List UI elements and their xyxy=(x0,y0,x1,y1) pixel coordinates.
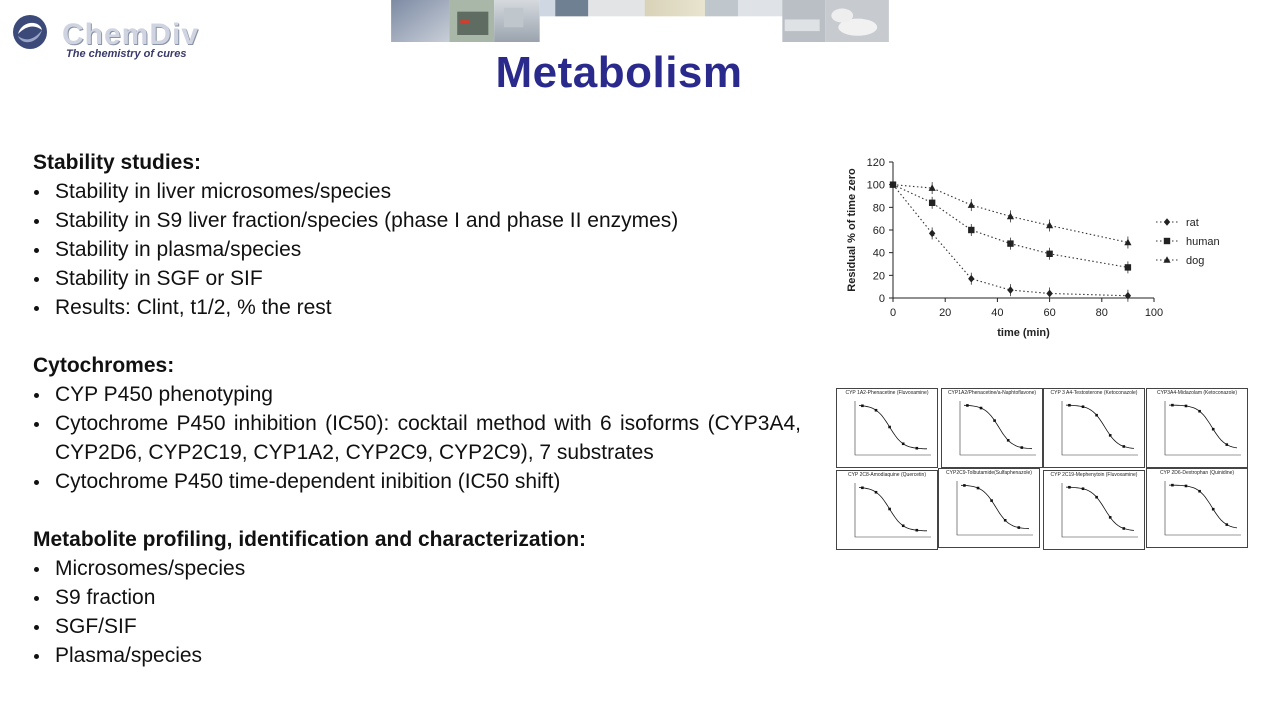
sample-point xyxy=(861,486,864,489)
ic50-thumb xyxy=(1043,388,1145,468)
sample-point xyxy=(902,524,905,527)
sample-point xyxy=(861,404,864,407)
list-item: Plasma/species xyxy=(33,641,801,670)
sample-point xyxy=(963,484,966,487)
logo-swirl-icon xyxy=(10,12,54,56)
axes xyxy=(855,401,931,455)
data-point-rat xyxy=(1046,290,1052,298)
sample-point xyxy=(990,499,993,502)
sample-point xyxy=(966,404,969,407)
y-tick-label: 60 xyxy=(872,225,885,237)
y-tick-label: 20 xyxy=(872,270,885,283)
series-line-human xyxy=(893,185,1128,268)
list-item: Microsomes/species xyxy=(33,554,801,583)
thumb-title: CYP1A2/Phenacetine/a-Naphtoflavone) xyxy=(947,390,1037,396)
y-tick-label: 80 xyxy=(872,202,885,215)
sample-point xyxy=(916,447,919,450)
metabolite-list xyxy=(33,554,801,670)
sample-point xyxy=(1171,404,1174,407)
sample-point xyxy=(1109,516,1112,519)
sample-point xyxy=(888,508,891,511)
sample-point xyxy=(1068,404,1071,407)
thumb-title: CYP 2D6-Dextrophan (Quinidine) xyxy=(1159,470,1235,476)
list-item: Stability in S9 liver fraction/species (phase I and phase II enzymes) xyxy=(33,206,801,235)
sample-point xyxy=(1095,414,1098,417)
sample-point xyxy=(1226,523,1229,526)
sample-point xyxy=(1226,443,1229,446)
sample-point xyxy=(888,426,891,429)
y-tick-label: 120 xyxy=(866,157,885,169)
sample-point xyxy=(916,529,919,532)
sample-point xyxy=(902,442,905,445)
y-tick-label: 100 xyxy=(866,179,885,192)
sigmoid-curve xyxy=(964,405,1032,448)
stability-chart xyxy=(838,150,1238,346)
thumb-title: CYP 3 A4-Testosterone (Ketoconazole) xyxy=(1050,390,1138,396)
axes xyxy=(960,401,1036,455)
sigmoid-curve xyxy=(1169,485,1237,528)
x-axis-label: time (min) xyxy=(997,327,1050,339)
ic50-thumb xyxy=(1043,470,1145,550)
sample-point xyxy=(1123,527,1126,530)
ic50-curve-plot xyxy=(1147,389,1247,467)
ic50-curve-plot xyxy=(942,389,1042,467)
y-axis-label: Residual % of time zero xyxy=(846,168,858,292)
legend-marker-human xyxy=(1164,238,1170,244)
company-logo xyxy=(10,10,210,60)
sample-point xyxy=(875,491,878,494)
sample-point xyxy=(1007,439,1010,442)
data-point-human xyxy=(968,227,974,233)
sample-point xyxy=(1198,490,1201,493)
axes xyxy=(1165,401,1241,455)
sample-point xyxy=(1082,487,1085,490)
data-point-human xyxy=(1007,240,1013,246)
sample-point xyxy=(1109,434,1112,437)
thumb-title: CYP2C9-Tolbutamide(Sulfaphenazole) xyxy=(946,470,1032,476)
x-tick-label: 40 xyxy=(991,307,1004,319)
list-item: Stability in SGF or SIF xyxy=(33,264,801,293)
axes xyxy=(855,483,931,537)
data-point-human xyxy=(929,200,935,206)
data-point-rat xyxy=(968,275,974,283)
ic50-thumb xyxy=(938,468,1040,548)
sample-point xyxy=(1004,519,1007,522)
ic50-thumb xyxy=(941,388,1043,468)
sample-point xyxy=(1198,410,1201,413)
sample-point xyxy=(980,407,983,410)
logo-tagline: The chemistry of cures xyxy=(66,48,187,60)
sample-point xyxy=(1123,445,1126,448)
sample-point xyxy=(1212,508,1215,511)
sample-point xyxy=(1018,526,1021,529)
list-item: Results: Clint, t1/2, % the rest xyxy=(33,293,801,322)
ic50-curve-plot xyxy=(1044,389,1144,467)
sample-point xyxy=(1095,496,1098,499)
section-heading-stability: Stability studies: xyxy=(33,151,202,174)
x-tick-label: 80 xyxy=(1095,307,1108,319)
list-item: Stability in liver microsomes/species xyxy=(33,177,801,206)
sample-point xyxy=(1185,405,1188,408)
data-point-rat xyxy=(929,230,935,238)
spacer xyxy=(33,322,801,351)
data-point-human xyxy=(1046,251,1052,257)
ic50-thumbnails xyxy=(836,388,1252,552)
ic50-thumb xyxy=(1146,468,1248,548)
thumb-title: CYP 2C19-Mephenytoin (Fluvoxamine) xyxy=(1050,472,1138,478)
thumb-title: CYP3A4-Midazolam (Ketoconazole) xyxy=(1156,390,1238,396)
legend-marker-rat xyxy=(1164,218,1170,226)
page-title: Metabolism xyxy=(495,48,743,97)
y-tick-label: 40 xyxy=(872,247,885,260)
axes xyxy=(957,481,1033,535)
ic50-curve-plot xyxy=(837,389,937,467)
ic50-thumb xyxy=(836,470,938,550)
list-item: Cytochrome P450 time-dependent inibition (IC50 shift) xyxy=(33,467,801,496)
list-item: Cytochrome P450 inhibition (IC50): cocktail method with 6 isoforms (CYP3A4, CYP2D6, CYP2C19, CYP1A2, CYP2C9, CYP2C9), 7 substrates xyxy=(33,409,801,467)
legend-label-rat: rat xyxy=(1186,217,1199,229)
list-item: CYP P450 phenotyping xyxy=(33,380,801,409)
ic50-thumb xyxy=(836,388,938,468)
axes xyxy=(1165,481,1241,535)
y-tick-label: 0 xyxy=(878,293,885,305)
data-point-dog xyxy=(968,201,975,208)
logo-wordmark: ChemDiv xyxy=(62,18,200,51)
section-heading-cytochromes: Cytochromes: xyxy=(33,354,175,377)
sample-point xyxy=(1212,428,1215,431)
x-tick-label: 100 xyxy=(1144,307,1164,319)
sigmoid-curve xyxy=(1066,487,1134,530)
sigmoid-curve xyxy=(961,485,1029,528)
legend-label-dog: dog xyxy=(1186,255,1205,267)
sample-point xyxy=(1082,405,1085,408)
sample-point xyxy=(1185,485,1188,488)
sigmoid-curve xyxy=(1066,405,1134,448)
section-heading-metabolite: Metabolite profiling, identification and characterization: xyxy=(33,528,587,551)
ic50-thumb xyxy=(1146,388,1248,468)
ic50-curve-plot xyxy=(837,471,937,549)
sigmoid-curve xyxy=(859,488,927,531)
sample-point xyxy=(1021,446,1024,449)
list-item: Stability in plasma/species xyxy=(33,235,801,264)
content-body xyxy=(33,148,801,670)
x-tick-label: 60 xyxy=(1043,307,1056,319)
x-tick-label: 0 xyxy=(889,307,897,319)
sample-point xyxy=(875,409,878,412)
sample-point xyxy=(1068,486,1071,489)
list-item: SGF/SIF xyxy=(33,612,801,641)
legend-label-human: human xyxy=(1186,236,1220,248)
ic50-curve-plot xyxy=(1044,471,1144,549)
spacer xyxy=(33,496,801,525)
thumb-title: CYP 2C8-Amodiaquine (Quercetin) xyxy=(847,472,926,478)
header-banner xyxy=(0,0,1280,108)
sample-point xyxy=(1171,484,1174,487)
data-point-human xyxy=(1125,264,1131,270)
sample-point xyxy=(993,419,996,422)
cytochromes-list xyxy=(33,380,801,496)
ic50-curve-plot xyxy=(939,469,1039,547)
data-point-rat xyxy=(1007,286,1013,294)
ic50-curve-plot xyxy=(1147,469,1247,547)
stability-list xyxy=(33,177,801,322)
sigmoid-curve xyxy=(1169,405,1237,448)
list-item: S9 fraction xyxy=(33,583,801,612)
thumb-title: CYP 1A2-Phenacetine (Fluvoxamine) xyxy=(845,390,929,396)
sample-point xyxy=(977,487,980,490)
sigmoid-curve xyxy=(859,406,927,449)
x-tick-label: 20 xyxy=(939,307,952,319)
